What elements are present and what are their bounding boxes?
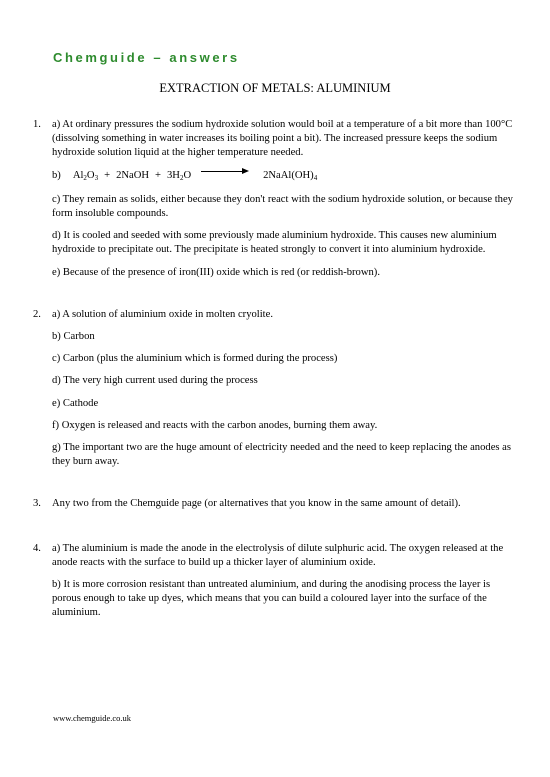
question-3 [33,497,513,519]
answer-1b-equation [52,169,513,185]
answer-2e: e) Cathode [52,397,99,409]
question-body [52,542,513,629]
question-number: 2. [33,308,41,320]
answer-2g: g) The important two are the huge amount of electricity needed and the need to keep replacing the anodes as they burn away. [52,442,511,468]
question-number: 3. [33,498,41,510]
answer-4a: a) The aluminium is made the anode in the electrolysis of dilute sulphuric acid. The oxygen released at the anode reacts with the surface to build up a thicker layer of aluminium oxide. [52,542,504,568]
answer-1c: c) They remain as solids, either because they don't react with the sodium hydroxide solution, or because they form insoluble compounds. [52,193,513,220]
reactant-naoh: 2NaOH [116,169,150,181]
answer-2b: b) Carbon [52,331,95,343]
answer-2a: a) A solution of aluminium oxide in molten cryolite. [52,308,273,320]
answer-2d: d) The very high current used during the process [52,375,258,387]
brand-heading: Chemguide – answers [53,50,240,65]
answer-4b: b) It is more corrosion resistant than untreated aluminium, and during the anodising process the layer is porous enough to take up dyes, which means that you can build a coloured layer into the surface of the aluminium. [52,579,491,619]
answer-3: Any two from the Chemguide page (or alternatives that you know in the same amount of detail). [52,498,461,510]
equation-label: b) [52,169,61,181]
answer-1e: e) Because of the presence of iron(III) oxide which is red (or reddish-brown). [52,266,380,278]
page-title: EXTRACTION OF METALS: ALUMINIUM [159,81,391,95]
answer-1a: a) At ordinary pressures the sodium hydroxide solution would boil at a temperature of a bit more than 100°C (dissolving something in water increases its boiling point a bit). The increased pressure keeps the sodium hydroxide solution liquid at the higher temperature needed. [52,119,513,159]
question-number: 1. [33,119,41,130]
reactant-water: $3H_2O$ [167,169,192,182]
reaction-arrow-icon [201,169,249,175]
answer-2c: c) Carbon (plus the aluminium which is formed during the process) [52,353,338,365]
question-4 [33,542,513,629]
answers-body [33,118,513,629]
question-2 [33,308,513,478]
reactant-al2o3: $Al_2O_3$ [72,169,99,182]
answer-1d: d) It is cooled and seeded with some previously made aluminium hydroxide. This causes new aluminium hydroxide to precipitate out. The precipitate is heated strongly to convert it into aluminium hydroxide. [52,230,497,256]
footer-url: www.chemguide.co.uk [53,713,132,723]
plus-sign: + [155,169,161,181]
product: $2NaAl(OH)_4$ [263,169,318,182]
question-1 [33,118,513,288]
question-number: 4. [33,542,41,554]
question-body [52,308,513,478]
question-body [52,497,513,519]
answer-2f: f) Oxygen is released and reacts with the carbon anodes, burning them away. [52,419,378,431]
question-body [52,118,513,288]
plus-sign: + [104,169,111,181]
